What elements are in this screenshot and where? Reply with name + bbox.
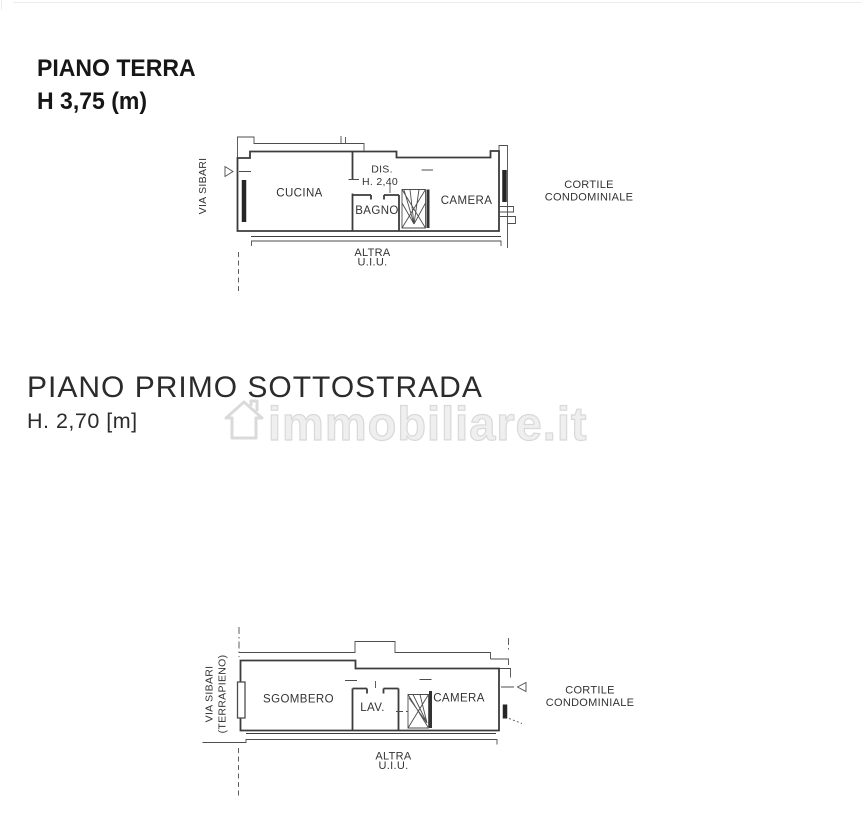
altra-label: ALTRA [354, 247, 391, 259]
street-label: VIA SIBARI [197, 157, 209, 215]
room-label-camera: CAMERA [440, 195, 493, 207]
room-label-dis: DIS. [371, 163, 393, 176]
altra-label: ALTRA [375, 750, 412, 763]
street-label: VIA SIBARI [203, 665, 216, 723]
stairs-icon [402, 190, 428, 229]
uiu-label: U.I.U. [357, 256, 388, 269]
window-marker-left [238, 682, 246, 718]
door-marks [345, 680, 514, 689]
uiu-label: U.I.U. [378, 760, 409, 772]
condominiale-label: CONDOMINIALE [544, 191, 634, 204]
altra-boundary-line [252, 241, 502, 246]
watermark-text: immobiliare.it [268, 397, 588, 450]
room-label-cucina: CUCINA [276, 187, 323, 200]
piano-terra-height: H 3,75 (m) [37, 88, 148, 115]
condominiale-label: CONDOMINIALE [545, 697, 635, 709]
piano-sottostrada-title: PIANO PRIMO SOTTOSTRADA [27, 371, 483, 404]
street-label-2: (TERRAPIENO) [216, 654, 229, 734]
room-label-lav: LAV. [360, 702, 385, 714]
room-label-bagno: BAGNO [355, 205, 399, 217]
cortile-label: CORTILE [565, 684, 615, 697]
room-label-dis-height: H. 2,40 [362, 176, 398, 188]
stairs-icon [396, 691, 431, 728]
room-label-camera: CAMERA [433, 692, 485, 705]
boundary-dots [509, 719, 522, 724]
entrance-arrow-icon [225, 167, 233, 177]
boundary-line-top [238, 137, 365, 158]
plan-piano-terra [197, 136, 633, 293]
piano-sottostrada-height: H. 2,70 [m] [27, 409, 138, 433]
entrance-arrow-icon [518, 683, 527, 692]
room-label-sgombero: SGOMBERO [263, 693, 334, 706]
boundary-line-top [239, 642, 511, 678]
piano-terra-title: PIANO TERRA [37, 55, 196, 82]
plan-piano-primo-sottostrada [203, 627, 635, 797]
altra-boundary-line [203, 740, 498, 745]
cortile-label: CORTILE [564, 179, 614, 191]
